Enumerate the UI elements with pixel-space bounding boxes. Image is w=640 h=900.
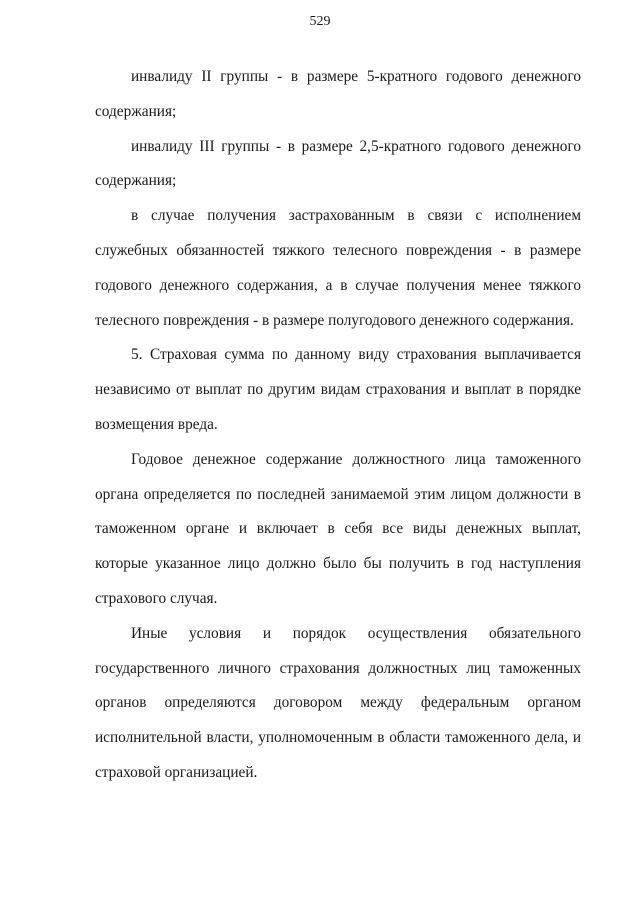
paragraph-annual-salary: Годовое денежное содержание должностного лица таможенного органа определяется по последней занимаемой этим лицом должности в таможенном органе и включает в себя все виды денежных выплат, которые указанное лицо должно было бы получить в год наступления страхового случая. bbox=[95, 450, 581, 607]
paragraph-bodily-injury: в случае получения застрахованным в связи с исполнением служебных обязанностей тяжкого телесного повреждения - в размере годового денежного содержания, а в случае получения менее тяжкого телесного повреждения - в размере полугодового денежного содержания. bbox=[95, 207, 581, 329]
paragraph-disability-group-3: инвалиду III группы - в размере 2,5-кратного годового денежного содержания; bbox=[95, 137, 581, 190]
paragraph-disability-group-2: инвалиду II группы - в размере 5-кратного годового денежного содержания; bbox=[95, 68, 581, 120]
document-body bbox=[95, 60, 581, 791]
paragraph-insurance-sum: 5. Страховая сумма по данному виду страхования выплачивается независимо от выплат по другим видам страхования и выплат в порядке возмещения вреда. bbox=[95, 346, 581, 433]
page-number: 529 bbox=[309, 14, 331, 29]
paragraph-other-conditions: Иные условия и порядок осуществления обязательного государственного личного страхования должностных лиц таможенных органов определяются договором между федеральным органом исполнительной власти, уполномоченным в области таможенного дела, и страховой организацией. bbox=[95, 624, 581, 781]
